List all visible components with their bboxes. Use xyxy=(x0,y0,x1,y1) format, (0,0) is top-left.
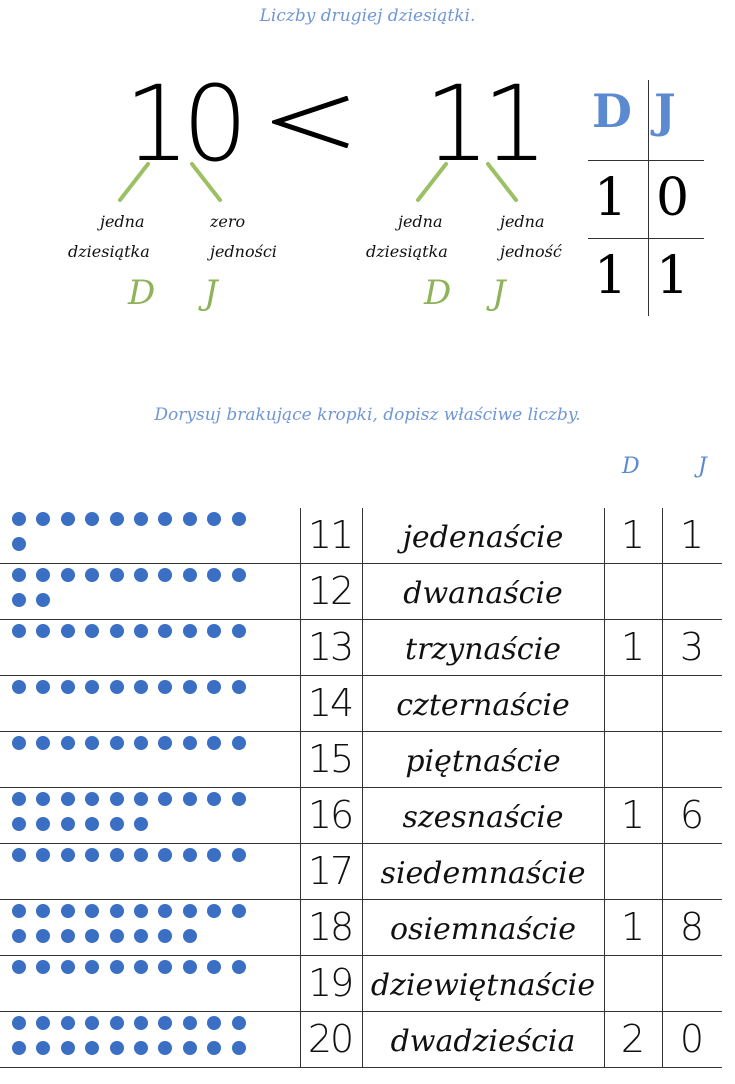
dot xyxy=(207,680,221,694)
dot xyxy=(183,680,197,694)
dot xyxy=(85,929,99,943)
dot xyxy=(183,568,197,582)
table-row xyxy=(0,956,722,1012)
column-divider xyxy=(362,508,363,1068)
dot xyxy=(232,1016,246,1030)
dj-divider-vertical xyxy=(648,80,649,316)
dot xyxy=(158,680,172,694)
dot xyxy=(134,1041,148,1055)
dot xyxy=(12,512,26,526)
row-number: 12 xyxy=(307,569,353,613)
right-number: 11 xyxy=(424,63,541,185)
dot xyxy=(134,904,148,918)
left-number: 10 xyxy=(124,63,241,185)
dot xyxy=(110,904,124,918)
dot xyxy=(85,680,99,694)
dot xyxy=(232,736,246,750)
table-row xyxy=(0,508,722,564)
dot xyxy=(110,792,124,806)
dot xyxy=(61,960,75,974)
dot xyxy=(36,1041,50,1055)
dot xyxy=(36,593,50,607)
row-word: dwadzieścia xyxy=(390,1024,576,1059)
dot xyxy=(61,848,75,862)
dot xyxy=(183,736,197,750)
row-word: trzynaście xyxy=(405,632,561,667)
dot xyxy=(232,960,246,974)
caption-left-ones-1: zero xyxy=(210,212,246,231)
dot xyxy=(134,848,148,862)
dot xyxy=(85,736,99,750)
dot xyxy=(232,624,246,638)
column-head-j: J xyxy=(698,454,707,479)
dot xyxy=(183,624,197,638)
dot xyxy=(207,792,221,806)
dot xyxy=(36,904,50,918)
dot xyxy=(158,512,172,526)
exercise-instruction: Dorysuj brakujące kropki, dopisz właściwe liczby. xyxy=(154,405,581,425)
dj-divider-1 xyxy=(588,160,704,161)
dot xyxy=(36,680,50,694)
dot xyxy=(12,960,26,974)
dot xyxy=(158,736,172,750)
dot xyxy=(12,929,26,943)
dot xyxy=(12,848,26,862)
row-tens-cell[interactable]: 1 xyxy=(620,513,646,557)
dot xyxy=(61,929,75,943)
row-ones-cell[interactable]: 6 xyxy=(679,793,705,837)
caption-left-tens-2: dziesiątka xyxy=(68,242,150,261)
dot xyxy=(36,1016,50,1030)
row-tens-cell[interactable]: 1 xyxy=(620,905,646,949)
dot xyxy=(36,792,50,806)
dot xyxy=(36,624,50,638)
left-ones-letter: J xyxy=(204,273,218,313)
dj-row1-j: 0 xyxy=(656,168,690,228)
row-ones-cell[interactable]: 3 xyxy=(679,625,705,669)
dot xyxy=(158,1016,172,1030)
dot xyxy=(85,624,99,638)
dot xyxy=(36,817,50,831)
caption-right-tens-2: dziesiątka xyxy=(366,242,448,261)
table-row xyxy=(0,564,722,620)
row-number: 16 xyxy=(307,793,353,837)
dot xyxy=(183,960,197,974)
dot xyxy=(232,1041,246,1055)
table-row xyxy=(0,844,722,900)
dot xyxy=(36,929,50,943)
dot xyxy=(158,929,172,943)
dot xyxy=(183,848,197,862)
row-word: dziewiętnaście xyxy=(370,968,596,1003)
dot xyxy=(207,512,221,526)
dj-divider-2 xyxy=(588,238,704,239)
dot xyxy=(61,568,75,582)
row-number: 20 xyxy=(307,1017,353,1061)
less-than-sign xyxy=(272,96,352,148)
column-divider xyxy=(300,508,301,1068)
dot xyxy=(134,680,148,694)
dot xyxy=(207,848,221,862)
dot xyxy=(134,512,148,526)
table-row xyxy=(0,788,722,844)
row-word: dwanaście xyxy=(403,576,563,611)
dj-row2-d: 1 xyxy=(594,246,628,306)
dot xyxy=(134,1016,148,1030)
dot xyxy=(85,568,99,582)
dot xyxy=(134,568,148,582)
dot xyxy=(134,929,148,943)
dot xyxy=(12,1016,26,1030)
dot xyxy=(158,904,172,918)
dot xyxy=(183,512,197,526)
dot xyxy=(158,848,172,862)
row-number: 14 xyxy=(307,681,353,725)
dot xyxy=(36,848,50,862)
dot xyxy=(61,1016,75,1030)
row-number: 13 xyxy=(307,625,353,669)
dot xyxy=(12,537,26,551)
dj-row1-d: 1 xyxy=(594,168,628,228)
row-number: 19 xyxy=(307,961,353,1005)
column-divider xyxy=(662,508,663,1068)
dot xyxy=(12,1041,26,1055)
dot xyxy=(232,848,246,862)
dot xyxy=(12,593,26,607)
dot xyxy=(61,817,75,831)
row-word: czternaście xyxy=(396,688,570,723)
dot xyxy=(207,624,221,638)
dot xyxy=(61,904,75,918)
caption-left-tens-1: jedna xyxy=(100,212,145,231)
row-word: jedenaście xyxy=(402,520,564,555)
table-row xyxy=(0,732,722,788)
dot xyxy=(134,736,148,750)
dot xyxy=(12,680,26,694)
column-head-d: D xyxy=(622,454,640,479)
table-row xyxy=(0,900,722,956)
dot xyxy=(61,680,75,694)
dot xyxy=(85,1016,99,1030)
dot xyxy=(183,1016,197,1030)
dot xyxy=(232,512,246,526)
dot xyxy=(207,960,221,974)
dot xyxy=(61,736,75,750)
dot xyxy=(207,1041,221,1055)
dot xyxy=(232,680,246,694)
row-number: 11 xyxy=(307,513,353,557)
dot xyxy=(61,624,75,638)
left-tens-letter: D xyxy=(128,273,156,313)
dot xyxy=(134,960,148,974)
dot xyxy=(110,929,124,943)
dot xyxy=(36,960,50,974)
dot xyxy=(12,568,26,582)
dot xyxy=(85,904,99,918)
dot xyxy=(134,792,148,806)
dot xyxy=(85,512,99,526)
right-tens-letter: D xyxy=(424,273,452,313)
dot xyxy=(207,736,221,750)
dot xyxy=(232,904,246,918)
row-word: osiemnaście xyxy=(389,912,576,947)
dot xyxy=(36,568,50,582)
dot xyxy=(12,736,26,750)
row-tens-cell[interactable]: 1 xyxy=(620,625,646,669)
row-number: 15 xyxy=(307,737,353,781)
caption-right-ones-2: jedność xyxy=(500,242,562,261)
dot xyxy=(12,624,26,638)
dot xyxy=(158,568,172,582)
dot xyxy=(61,1041,75,1055)
dot xyxy=(183,792,197,806)
dot xyxy=(158,960,172,974)
dot xyxy=(85,817,99,831)
dot xyxy=(12,792,26,806)
table-row xyxy=(0,1012,722,1068)
dot xyxy=(110,1041,124,1055)
dot xyxy=(207,904,221,918)
column-divider xyxy=(604,508,605,1068)
dot xyxy=(158,1041,172,1055)
caption-left-ones-2: jedności xyxy=(210,242,277,261)
dot xyxy=(110,736,124,750)
dot xyxy=(183,929,197,943)
row-word: szesnaście xyxy=(402,800,564,835)
row-number: 18 xyxy=(307,905,353,949)
dot xyxy=(85,960,99,974)
row-divider xyxy=(0,1067,722,1068)
dot xyxy=(110,848,124,862)
row-word: piętnaście xyxy=(405,744,561,779)
dot xyxy=(12,904,26,918)
caption-right-ones-1: jedna xyxy=(500,212,545,231)
dot xyxy=(134,817,148,831)
table-row xyxy=(0,676,722,732)
dj-row2-j: 1 xyxy=(656,246,690,306)
dot xyxy=(85,1041,99,1055)
dot xyxy=(110,680,124,694)
row-tens-cell[interactable]: 2 xyxy=(620,1017,646,1061)
row-word: siedemnaście xyxy=(380,856,586,891)
dot xyxy=(207,1016,221,1030)
dj-head-d: D xyxy=(592,84,632,138)
dot xyxy=(183,904,197,918)
row-ones-cell[interactable]: 1 xyxy=(679,513,705,557)
dot xyxy=(158,624,172,638)
right-ones-letter: J xyxy=(492,273,506,313)
dot xyxy=(110,817,124,831)
dot xyxy=(110,512,124,526)
dot xyxy=(134,624,148,638)
dot xyxy=(207,568,221,582)
row-ones-cell[interactable]: 8 xyxy=(679,905,705,949)
dot xyxy=(61,792,75,806)
dot xyxy=(232,792,246,806)
row-number: 17 xyxy=(307,849,353,893)
dot xyxy=(183,1041,197,1055)
page-title: Liczby drugiej dziesiątki. xyxy=(259,6,476,26)
dot xyxy=(110,960,124,974)
table-row xyxy=(0,620,722,676)
dot xyxy=(12,817,26,831)
dot xyxy=(85,792,99,806)
dot xyxy=(61,512,75,526)
dot xyxy=(232,568,246,582)
dot xyxy=(85,848,99,862)
dot xyxy=(36,512,50,526)
row-ones-cell[interactable]: 0 xyxy=(679,1017,705,1061)
dot xyxy=(110,1016,124,1030)
row-tens-cell[interactable]: 1 xyxy=(620,793,646,837)
caption-right-tens-1: jedna xyxy=(398,212,443,231)
dot xyxy=(36,736,50,750)
place-value-table xyxy=(588,80,704,316)
dj-head-j: J xyxy=(654,84,676,138)
dot xyxy=(158,792,172,806)
dot xyxy=(110,624,124,638)
dot xyxy=(110,568,124,582)
